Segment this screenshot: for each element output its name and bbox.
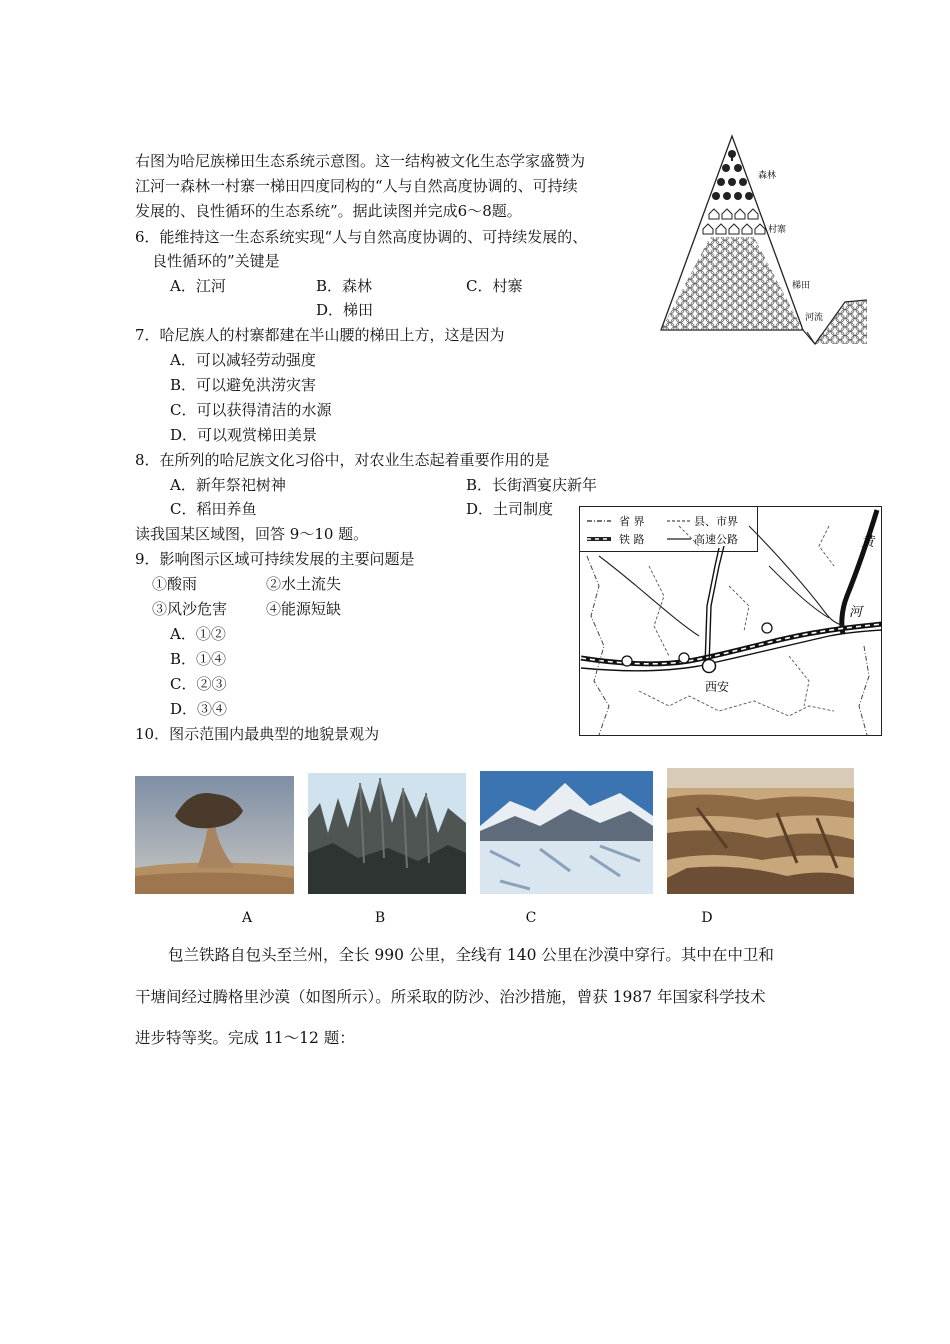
photo-label-c: C — [525, 910, 537, 926]
terrace-pattern — [655, 237, 815, 332]
regional-map — [579, 506, 882, 736]
q7-option-c: C．可以获得清洁的水源 — [170, 401, 332, 419]
photo-a-mushroom-rock — [135, 776, 294, 894]
river-label-1: 黄 — [861, 535, 875, 550]
photo-d-loess-plateau — [667, 768, 854, 894]
label-village: 村寨 — [768, 225, 787, 235]
q10-stem: 10．图示范围内最典型的地貌景观为 — [135, 725, 380, 743]
village-houses-icon — [703, 209, 765, 234]
q7-option-d: D．可以观赏梯田美景 — [170, 426, 318, 444]
para-line-3: 进步特等奖。完成 11～12 题： — [135, 1029, 355, 1047]
q9-stem: 9．影响图示区域可持续发展的主要问题是 — [135, 550, 415, 568]
para-line-2: 干塘间经过腾格里沙漠（如图所示）。所采取的防沙、治沙措施，曾获 1987 年国家科学技术 — [135, 988, 766, 1006]
q9-option-b: B．①④ — [170, 650, 227, 668]
q7-stem: 7．哈尼族人的村寨都建在半山腰的梯田上方，这是因为 — [135, 326, 505, 344]
q8-option-b: B．长街酒宴庆新年 — [466, 476, 598, 494]
legend-highway-label: 高速公路 — [694, 533, 738, 546]
legend-county-label: 县、市界 — [694, 515, 738, 528]
hani-terrace-diagram — [655, 132, 870, 357]
legend-province-label: 省 界 — [619, 515, 645, 528]
q8-stem: 8．在所列的哈尼族文化习俗中，对农业生态起着重要作用的是 — [135, 451, 550, 469]
q8-option-c: C．稻田养鱼 — [170, 500, 257, 518]
q9-item-2: ②水土流失 — [266, 575, 342, 593]
river-label-2: 河 — [849, 605, 863, 620]
q6-option-b: B．森林 — [316, 277, 373, 295]
legend-rail-label: 铁 路 — [619, 533, 645, 546]
photo-b-stone-forest — [308, 773, 466, 894]
photo-label-a: A — [241, 910, 253, 926]
read-map-instruction: 读我国某区域图，回答 9～10 题。 — [135, 525, 369, 543]
intro-line-1: 右图为哈尼族梯田生态系统示意图。这一结构被文化生态学家盛赞为 — [135, 152, 586, 170]
city-marker — [679, 653, 689, 663]
para-line-1: 包兰铁路自包头至兰州，全长 990 公里，全线有 140 公里在沙漠中穿行。其中在中卫和 — [168, 946, 774, 964]
q6-stem: 6．能维持这一生态系统实现“人与自然高度协调的、可持续发展的、 — [135, 228, 588, 246]
photo-label-b: B — [374, 910, 386, 926]
label-terrace: 梯田 — [792, 281, 811, 291]
q8-option-d: D．土司制度 — [466, 500, 554, 518]
q6-option-a: A．江河 — [170, 277, 226, 295]
q6-stem-cont: 良性循环的”关键是 — [152, 252, 280, 270]
xian-label: 西安 — [705, 680, 730, 694]
q7-option-b: B．可以避免洪涝灾害 — [170, 376, 317, 394]
label-forest: 森林 — [758, 171, 777, 181]
photo-label-d: D — [701, 910, 713, 926]
q7-option-a: A．可以减轻劳动强度 — [170, 351, 316, 369]
q9-item-4: ④能源短缺 — [266, 600, 342, 618]
intro-line-2: 江河一森林一村寨一梯田四度同构的“人与自然高度协调的、可持续 — [135, 177, 578, 195]
q9-option-c: C．②③ — [170, 675, 227, 693]
q6-option-d: D．梯田 — [316, 301, 374, 319]
city-marker — [762, 623, 772, 633]
xian-marker — [703, 660, 716, 673]
q8-option-a: A．新年祭祀树神 — [170, 476, 286, 494]
intro-line-3: 发展的、良性循环的生态系统”。据此读图并完成6～8题。 — [135, 202, 522, 220]
q6-option-c: C．村寨 — [466, 277, 523, 295]
q9-item-3: ③风沙危害 — [152, 600, 228, 618]
photo-c-glacier — [480, 771, 653, 894]
q9-option-a: A．①② — [170, 625, 226, 643]
label-river: 河流 — [805, 313, 824, 323]
q9-option-d: D．③④ — [170, 700, 228, 718]
city-marker — [622, 656, 632, 666]
q9-item-1: ①酸雨 — [152, 575, 198, 593]
